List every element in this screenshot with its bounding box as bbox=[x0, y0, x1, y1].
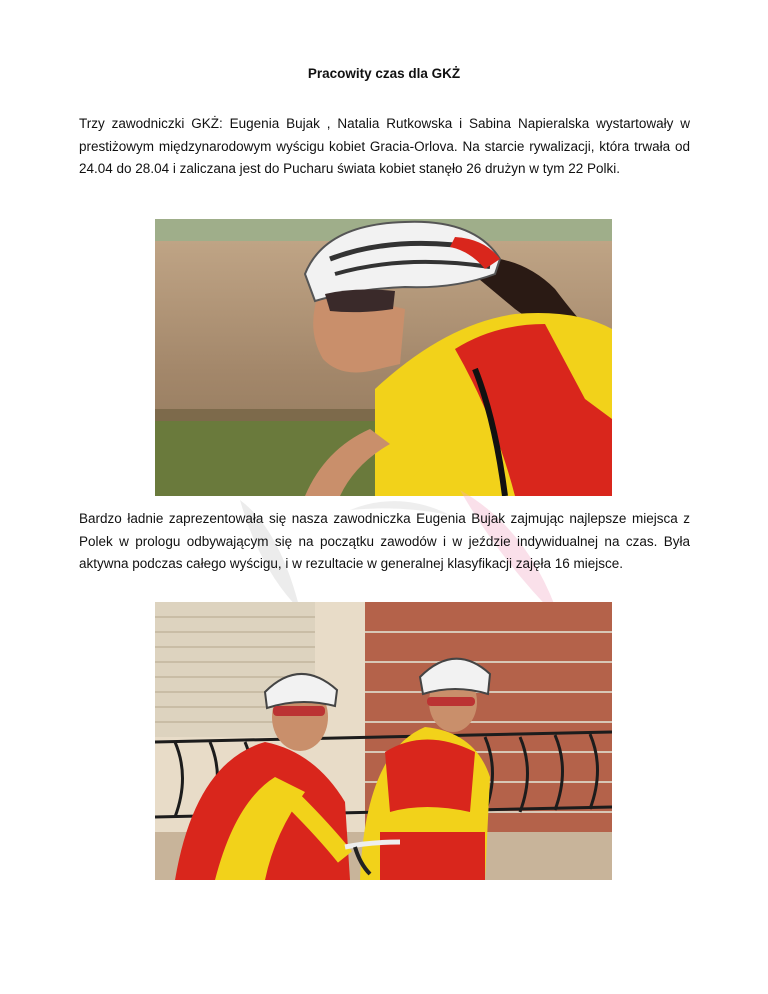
paragraph-intro: Trzy zawodniczki GKŻ: Eugenia Bujak , Natalia Rutkowska i Sabina Napieralska wystartowały w prestiżowym międzynarodowym wyścigu kobiet Gracia-Orlova. Na starcie rywalizacji, która trwała od 24.04 do 28.04 i zaliczana jest do Pucharu świata kobiet stanęło 26 drużyn w tym 22 Polki. bbox=[79, 116, 690, 176]
paragraph-bujak: Bardzo ładnie zaprezentowała się nasza zawodniczka Eugenia Bujak zajmując najlepsze miejsca z Polek w prologu odbywającym się na początku zawodów i w jeździe indywidualnej na czas. Była aktywna podczas całego wyścigu, i w rezultacie w generalnej klasyfikacji zajęła 16 miejsce. bbox=[79, 511, 690, 571]
photo-cyclist-profile bbox=[155, 219, 612, 496]
photo-two-cyclists bbox=[155, 602, 612, 880]
document-title: Pracowity czas dla GKŻ bbox=[307, 66, 461, 81]
